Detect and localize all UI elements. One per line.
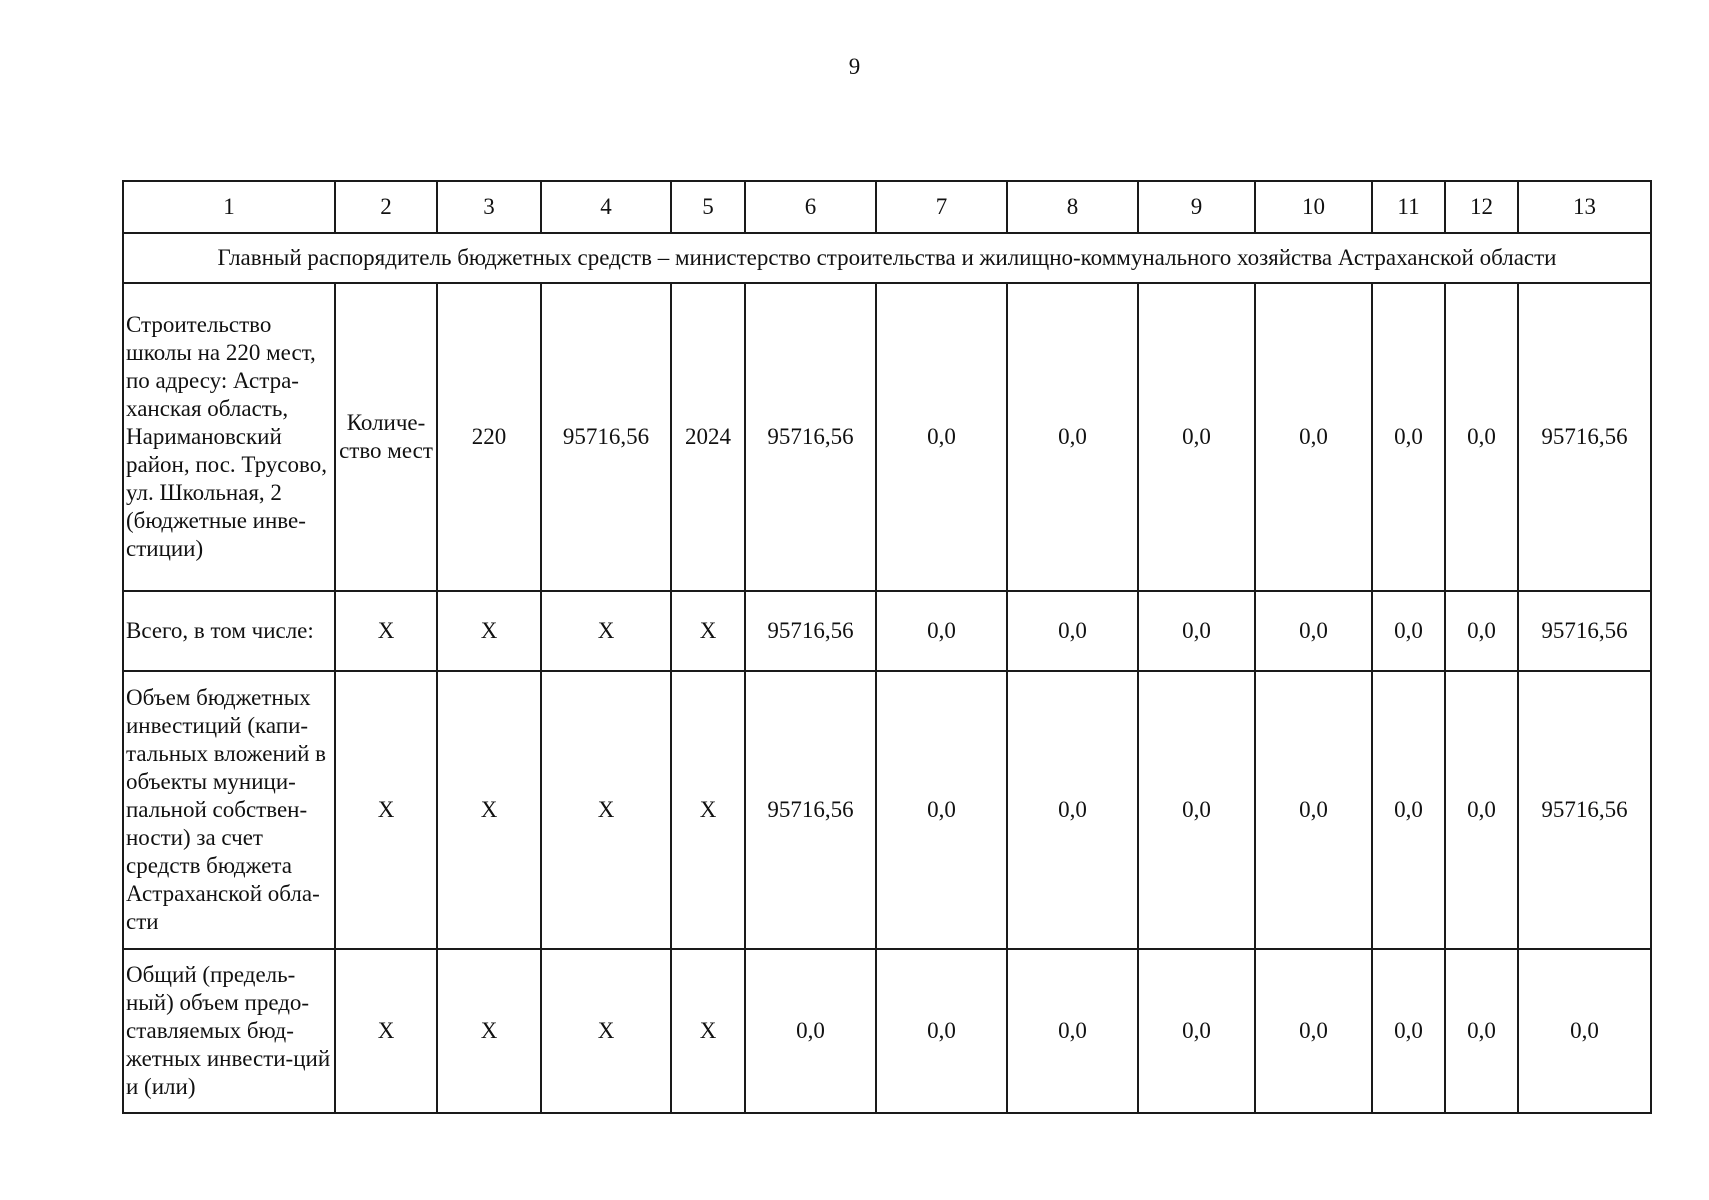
- column-number: 6: [745, 181, 876, 233]
- table-cell: X: [671, 591, 745, 671]
- table-cell: 95716,56: [1518, 591, 1651, 671]
- table-cell: X: [671, 671, 745, 949]
- column-number: 11: [1372, 181, 1445, 233]
- table-cell: 95716,56: [541, 283, 671, 591]
- table-cell: 0,0: [876, 283, 1007, 591]
- table-cell: 0,0: [1138, 283, 1255, 591]
- table-cell: X: [437, 591, 541, 671]
- table-row: [123, 671, 1651, 949]
- table-cell: 0,0: [876, 591, 1007, 671]
- table-cell: 0,0: [1255, 671, 1372, 949]
- table-cell: 0,0: [1372, 591, 1445, 671]
- table-cell: 0,0: [1372, 671, 1445, 949]
- table-row: [123, 949, 1651, 1113]
- table-cell: 0,0: [1445, 591, 1518, 671]
- table-cell: 0,0: [1255, 591, 1372, 671]
- table-cell: X: [335, 591, 437, 671]
- budget-table: [122, 180, 1652, 1114]
- row-name: Общий (предель-ный) объем предо-ставляемых бюд-жетных инвести-ций и (или): [123, 949, 335, 1113]
- table-cell: X: [335, 671, 437, 949]
- column-number: 5: [671, 181, 745, 233]
- column-number: 3: [437, 181, 541, 233]
- table-row: [123, 591, 1651, 671]
- table-cell: 220: [437, 283, 541, 591]
- column-number: 12: [1445, 181, 1518, 233]
- column-number: 9: [1138, 181, 1255, 233]
- table-cell: 0,0: [745, 949, 876, 1113]
- table-cell: 0,0: [876, 949, 1007, 1113]
- column-number: 4: [541, 181, 671, 233]
- table-cell: X: [541, 671, 671, 949]
- row-name: Строительство школы на 220 мест, по адресу: Астра-ханская область, Наримановский район, пос. Трусово, ул. Школьная, 2 (бюджетные инве-стиции): [123, 283, 335, 591]
- column-number: 1: [123, 181, 335, 233]
- section-title: Главный распорядитель бюджетных средств – министерство строительства и жилищно-коммунального хозяйства Астраханской области: [123, 233, 1651, 283]
- table-cell: 0,0: [1007, 671, 1138, 949]
- table-cell: X: [437, 949, 541, 1113]
- table-cell: 95716,56: [745, 283, 876, 591]
- table-cell: X: [671, 949, 745, 1113]
- table-cell: Количе-ство мест: [335, 283, 437, 591]
- table-cell: 0,0: [1255, 949, 1372, 1113]
- column-number-row: [123, 181, 1651, 233]
- column-number: 13: [1518, 181, 1651, 233]
- table-cell: 0,0: [1007, 949, 1138, 1113]
- row-name: Всего, в том числе:: [123, 591, 335, 671]
- column-number: 7: [876, 181, 1007, 233]
- page-number: 9: [848, 54, 861, 79]
- table-cell: 0,0: [1518, 949, 1651, 1113]
- table-cell: 0,0: [1445, 949, 1518, 1113]
- table-cell: 0,0: [1138, 949, 1255, 1113]
- table-cell: 0,0: [1445, 283, 1518, 591]
- column-number: 2: [335, 181, 437, 233]
- column-number: 10: [1255, 181, 1372, 233]
- table-cell: 2024: [671, 283, 745, 591]
- table-cell: 95716,56: [1518, 283, 1651, 591]
- table-cell: X: [335, 949, 437, 1113]
- table-cell: 0,0: [1372, 949, 1445, 1113]
- table-cell: 0,0: [1445, 671, 1518, 949]
- table-cell: X: [437, 671, 541, 949]
- table-cell: 0,0: [1372, 283, 1445, 591]
- table-cell: 95716,56: [745, 591, 876, 671]
- row-name: Объем бюджетных инвестиций (капи-тальных вложений в объекты муници-пальной собствен-ности) за счет средств бюджета Астраханской обла-сти: [123, 671, 335, 949]
- table-cell: X: [541, 591, 671, 671]
- table-cell: 95716,56: [1518, 671, 1651, 949]
- table-row: [123, 283, 1651, 591]
- table-cell: 0,0: [1138, 591, 1255, 671]
- section-row: [123, 233, 1651, 283]
- table-cell: 95716,56: [745, 671, 876, 949]
- table-cell: 0,0: [1138, 671, 1255, 949]
- table-cell: 0,0: [876, 671, 1007, 949]
- table-cell: 0,0: [1255, 283, 1372, 591]
- column-number: 8: [1007, 181, 1138, 233]
- table-cell: 0,0: [1007, 591, 1138, 671]
- table-cell: 0,0: [1007, 283, 1138, 591]
- table-cell: X: [541, 949, 671, 1113]
